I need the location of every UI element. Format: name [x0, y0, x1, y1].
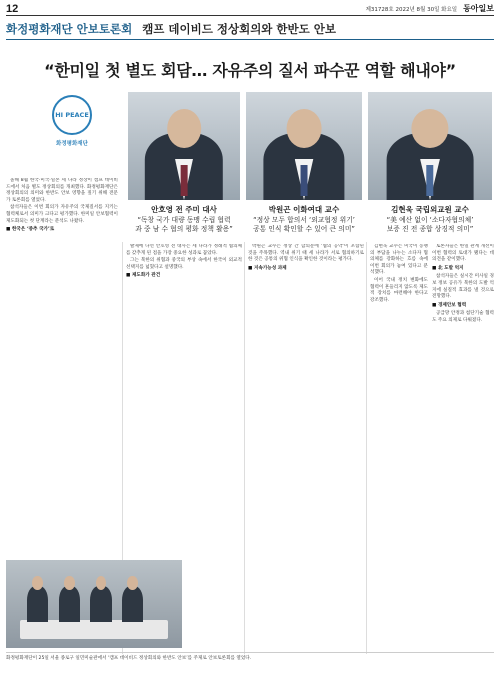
foundation-name: 화정평화재단 — [56, 141, 88, 147]
paragraph: 공급망 안정과 첨단기술 협력도 주요 의제로 다뤄졌다. — [432, 311, 494, 323]
section-header — [6, 18, 494, 40]
speaker-name: 김현욱 국립외교원 교수 — [391, 205, 469, 214]
speaker-quote: “美 예산 없이 ‘소다자협의체’ 보증 진 전 종합 상징적 의미” — [386, 216, 474, 234]
section-subtitle: 캠프 데이비드 정상회의와 한반도 안보 — [142, 21, 336, 36]
page-folio — [6, 2, 494, 16]
paragraph: 발제에 나선 안호영 전 대사는 세 나라가 정례적 협의체를 갖추게 된 점을 가장 중요한 성과로 꼽았다. — [126, 244, 242, 256]
newspaper-logo: 동아일보 — [463, 3, 494, 13]
section-kicker: 화정평화재단 안보토론회 — [6, 21, 133, 36]
issue-date: 제31728호 2022년 8월 30일 화요일 — [365, 6, 458, 13]
paragraph: 박원곤 교수는 정상 간 합의문에 ‘협의 공약’이 포함된 것을 주목했다. 역내 위기 때 세 나라가 서로 협의하기로 한 것은 공통의 위협 인식을 확인한 것이라는 평가다. — [248, 244, 364, 263]
article-column-5 — [432, 244, 494, 644]
subheading: ■ 제도화가 관건 — [126, 273, 161, 279]
portrait-photo-ahn — [128, 92, 240, 200]
article-column-3 — [248, 244, 364, 644]
page-number: 12 — [6, 2, 19, 15]
speaker-quote: “독창 국가 대량 동맹 수립 협력 과 중 남 수 협의 평화 정책 활용” — [135, 216, 233, 234]
foundation-logo — [40, 95, 104, 169]
peace-emblem-icon — [52, 95, 92, 135]
event-photo — [6, 560, 182, 648]
speaker-name: 박원곤 이화여대 교수 — [268, 205, 340, 214]
paragraph: 참석자들은 이번 회의가 자유주의 국제질서를 지키는 협력체로서 의미가 크다고 평가했다. 한미일 안보협력이 제도화되는 첫 단계라는 분석도 나왔다. — [6, 205, 118, 224]
paragraph: 그는 북한의 위협과 중국의 부상 속에서 한국이 외교적 선택지를 넓혔다고 설명했다. — [126, 258, 242, 270]
article-headline: “한미일 첫 별도 회담… 자유주의 질서 파수꾼 역할 해내야” — [44, 61, 456, 80]
portrait-photo-park — [246, 92, 362, 200]
paragraph: 참석자들은 실시간 미사일 경보 정보 공유가 북한의 도발 억지에 실질적 효과를 낼 것으로 전망했다. — [432, 274, 494, 300]
paragraph: 김현욱 교수는 미국이 동맹의 부담을 나누는 소다자 협의체를 강화하는 흐름 속에 이번 회의가 놓여 있다고 분석했다. — [370, 244, 428, 276]
article-column-4 — [370, 244, 428, 644]
subheading: ■ 北 도발 억지 — [432, 265, 464, 271]
article-column-1 — [6, 178, 118, 554]
subheading: ■ 한국은 ‘중추 국가’로 — [6, 227, 55, 233]
paragraph: 이어 국내 정치 변화에도 협력이 흔들리지 않도록 제도적 장치를 마련해야 한다고 강조했다. — [370, 277, 428, 303]
paragraph: 토론자들은 한일 관계 개선이 이번 협력의 토대가 됐다는 데 의견을 같이했다. — [432, 244, 494, 263]
speaker-name: 안호영 전 주미 대사 — [151, 205, 217, 214]
subheading: ■ 경제안보 협력 — [432, 302, 467, 308]
speaker-quote: “정상 모두 합의서 ‘외교협정 위기’ 공통 인식 확인할 수 있어 큰 의미” — [253, 216, 355, 234]
subheading: ■ 지속가능성 과제 — [248, 265, 287, 271]
emblem-text: HI PEACE — [55, 111, 89, 119]
portrait-photo-kim — [368, 92, 492, 200]
paragraph: 올해 8월 한국·미국·일본 세 나라 정상이 캠프 데이비드에서 처음 별도 정상회의를 개최했다. 화정평화재단은 정상회의의 의미와 한반도 안보 영향을 짚기 위해 전문가 토론회를 열었다. — [6, 178, 118, 203]
photo-caption: 화정평화재단이 25일 서울 종로구 일민미술관에서 ‘캠프 데이비드 정상회의와 한반도 안보’를 주제로 안보토론회를 열었다. — [6, 652, 494, 662]
